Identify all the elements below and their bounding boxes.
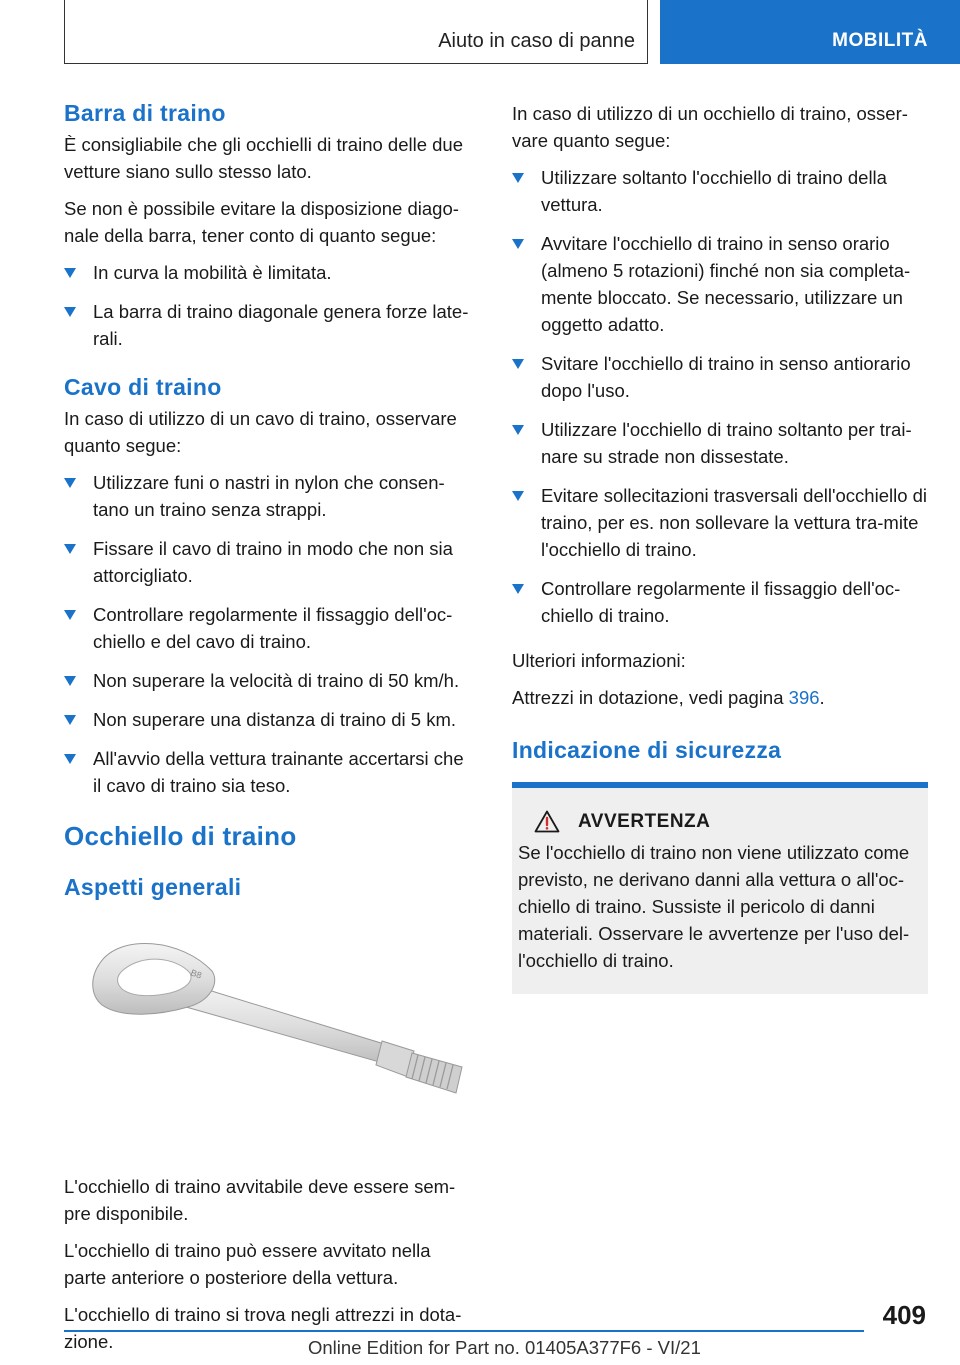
list-item: All'avvio della vettura trainante accertarsi che il cavo di traino sia teso.: [64, 745, 476, 799]
triangle-bullet-icon: [64, 307, 76, 317]
paragraph: L'occhiello di traino avvitabile deve essere sem-pre disponibile.: [64, 1176, 456, 1224]
triangle-bullet-icon: [64, 610, 76, 620]
list-item: Avvitare l'occhiello di traino in senso orario (almeno 5 rotazioni) finché non sia completa-mente bloccato. Se necessario, utilizzare un oggetto adatto.: [512, 230, 928, 338]
triangle-bullet-icon: [64, 478, 76, 488]
triangle-bullet-icon: [512, 425, 524, 435]
warning-header: [534, 810, 920, 833]
list-item: La barra di traino diagonale genera forze late-rali.: [64, 298, 476, 352]
list-item: Utilizzare funi o nastri in nylon che consen-tano un traino senza strappi.: [64, 469, 476, 523]
triangle-bullet-icon: [512, 584, 524, 594]
footer-edition: Online Edition for Part no. 01405A377F6 - VI/21: [308, 1337, 701, 1358]
list-item: Non superare una distanza di traino di 5 km.: [64, 706, 476, 733]
chapter-tab[interactable]: [660, 0, 960, 64]
triangle-bullet-icon: [512, 359, 524, 369]
right-column: [512, 100, 928, 994]
warning-title: AVVERTENZA: [578, 810, 711, 832]
bullet-list-cavo: [64, 469, 476, 799]
further-info-label: Ulteriori informazioni:: [512, 650, 686, 671]
heading-occhiello-di-traino: Occhiello di traino: [64, 821, 297, 851]
svg-text:B8: B8: [189, 967, 204, 981]
warning-triangle-icon: [534, 810, 560, 833]
list-item: Evitare sollecitazioni trasversali dell'occhiello di traino, per es. non sollevare la vettura tra-mite l'occhiello di traino.: [512, 482, 928, 563]
triangle-bullet-icon: [64, 715, 76, 725]
heading-indicazione-di-sicurezza: Indicazione di sicurezza: [512, 737, 782, 763]
list-item: Fissare il cavo di traino in modo che non sia attorcigliato.: [64, 535, 476, 589]
page-number: 409: [882, 1300, 926, 1330]
left-column: [64, 100, 476, 1365]
list-item: Utilizzare l'occhiello di traino soltanto per trai-nare su strade non dissestate.: [512, 416, 928, 470]
triangle-bullet-icon: [512, 239, 524, 249]
paragraph: Se non è possibile evitare la disposizione diago-nale della barra, tener conto di quanto segue:: [64, 198, 459, 246]
triangle-bullet-icon: [512, 491, 524, 501]
list-item: Non superare la velocità di traino di 50 km/h.: [64, 667, 476, 694]
triangle-bullet-icon: [64, 676, 76, 686]
list-item: Controllare regolarmente il fissaggio dell'oc-chiello di traino.: [512, 575, 928, 629]
subheading-aspetti-generali: Aspetti generali: [64, 874, 242, 900]
tow-eye-illustration-svg: [64, 915, 476, 1165]
bullet-list-barra: [64, 259, 476, 352]
section-title: Aiuto in caso di panne: [438, 30, 635, 52]
warning-box: [512, 782, 928, 994]
triangle-bullet-icon: [64, 544, 76, 554]
list-item: In curva la mobilità è limitata.: [64, 259, 476, 286]
bullet-list-occhiello: [512, 164, 928, 629]
triangle-bullet-icon: [512, 173, 524, 183]
heading-cavo-di-traino: Cavo di traino: [64, 374, 222, 400]
list-item: Utilizzare soltanto l'occhiello di traino della vettura.: [512, 164, 928, 218]
heading-barra-di-traino: Barra di traino: [64, 100, 226, 126]
paragraph: L'occhiello di traino si trova negli attrezzi in dota-zione.: [64, 1304, 462, 1352]
list-item: Svitare l'occhiello di traino in senso antiorario dopo l'uso.: [512, 350, 928, 404]
triangle-bullet-icon: [64, 754, 76, 764]
tow-eye-illustration: [64, 915, 476, 1165]
paragraph: In caso di utilizzo di un occhiello di traino, osser-vare quanto segue:: [512, 103, 908, 151]
chapter-tab-label: MOBILITÀ: [832, 30, 928, 51]
paragraph: In caso di utilizzo di un cavo di traino, osservare quanto segue:: [64, 408, 457, 456]
warning-text: Se l'occhiello di traino non viene utilizzato come previsto, ne derivano danni alla vettura o all'oc-chiello di traino. Sussiste il pericolo di danni materiali. Osservare le avvertenze per l'uso del-l'occhiello di traino.: [518, 842, 910, 971]
triangle-bullet-icon: [64, 268, 76, 278]
reference-line: Attrezzi in dotazione, vedi pagina 396.: [512, 687, 825, 708]
list-item: Controllare regolarmente il fissaggio dell'oc-chiello e del cavo di traino.: [64, 601, 476, 655]
header-box: [64, 0, 648, 64]
page-link[interactable]: 396: [788, 687, 820, 708]
paragraph: L'occhiello di traino può essere avvitato nella parte anteriore o posteriore della vettura.: [64, 1240, 431, 1288]
paragraph: È consigliabile che gli occhielli di traino delle due vetture siano sullo stesso lato.: [64, 134, 464, 182]
footer-divider: [64, 1330, 864, 1332]
